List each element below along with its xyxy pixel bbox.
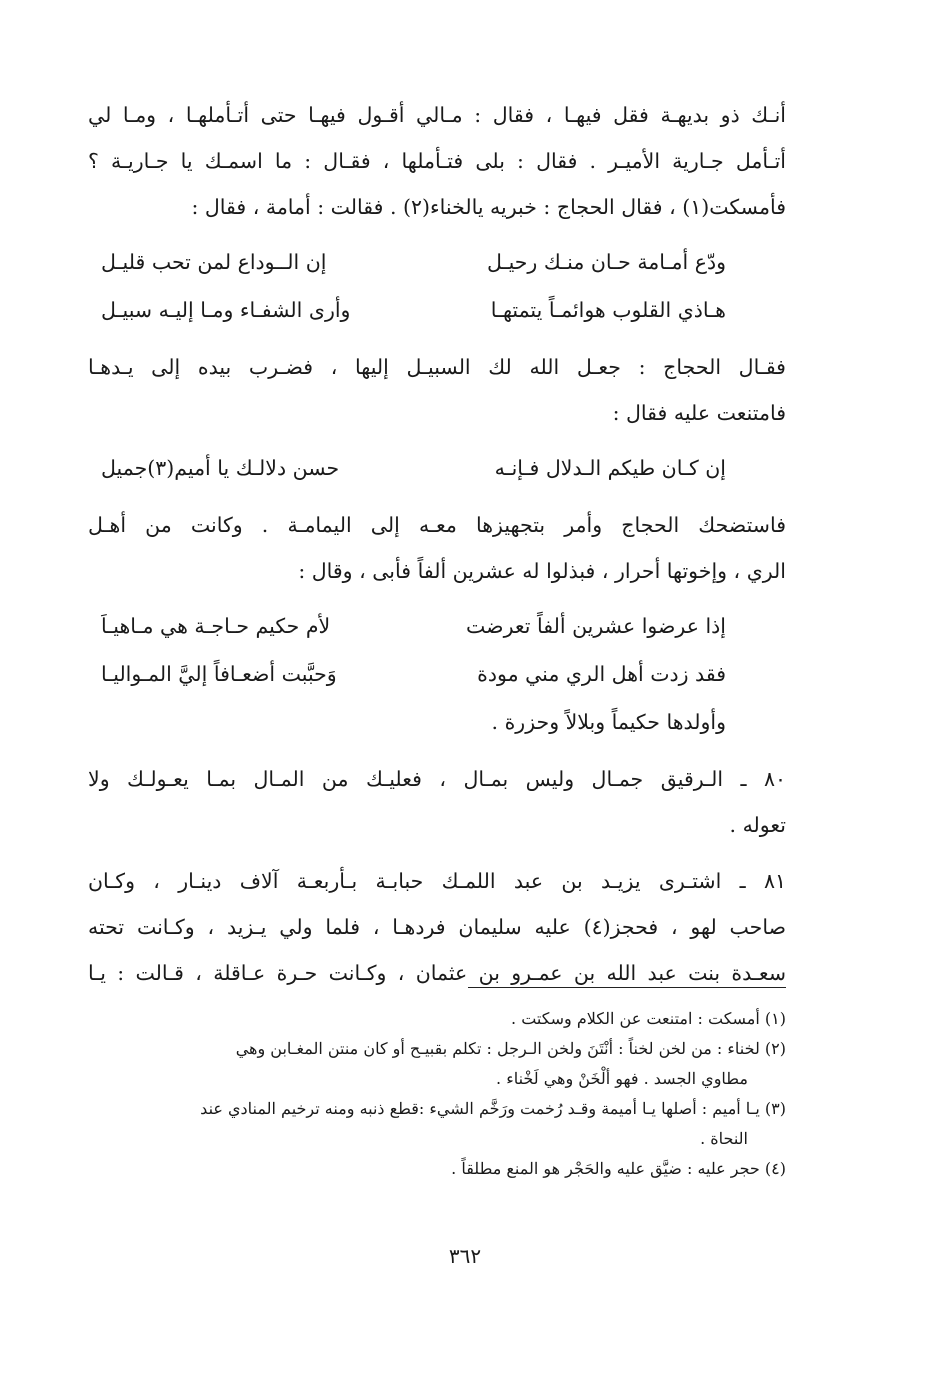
footnote-line: مطاوي الجسد . فهو ألْخَنْ وهي لَخْناء .: [496, 1069, 748, 1088]
footnote-4: [88, 1154, 786, 1184]
footnote-2: [88, 1034, 786, 1094]
text-line: فامتنعت عليه فقال :: [612, 401, 786, 425]
verse-2: [88, 444, 786, 492]
paragraph-2: [88, 344, 786, 436]
verse-line: [88, 286, 786, 334]
verse-1: [88, 238, 786, 334]
paragraph-80: [88, 756, 786, 848]
footnote-line: (٤) حجر عليه : ضيَّق عليه والحَجْر هو المنع مطلقاً .: [451, 1159, 786, 1178]
hemistich-right: فقد زدت أهل الري مني مودة: [477, 662, 726, 686]
verse-3: [88, 602, 786, 746]
footnote-1: [88, 1004, 786, 1034]
hemistich-right: إن كـان طيكم الـدلال فـإنـه: [494, 456, 726, 480]
text-line: أتـأمل جـارية الأميـر . فقال : بلى فتـأملها ، فقـال : ما اسمـك يا جـاريـة ؟: [88, 149, 786, 173]
footnote-divider: [468, 987, 786, 988]
footnote-3: [88, 1094, 786, 1154]
paragraph-81: [88, 858, 786, 996]
text-line: الري ، وإخوتها أحرار ، فبذلوا له عشرين ألفاً فأبى ، وقال :: [298, 559, 786, 583]
text-line: ٨١ ـ اشتـرى يزيـد بن عبد اللمـك حبابـة بـأربعـة آلاف دينـار ، وكـان: [88, 869, 786, 893]
page-number: ٣٦٢: [448, 1244, 482, 1268]
text-line: ٨٠ ـ الـرقيق جمـال وليس بمـال ، فعليـك من المـال بمـا يعـولـك ولا: [88, 767, 786, 791]
text-line: أنـك ذو بديهـة فقل فيهـا ، فقال : مـالي أقـول فيهـا حتى أتـأملهـا ، ومـا لي: [88, 103, 786, 127]
text-line: فأمسكت(١) ، فقال الحجاج : خبريه يالخناء(٢) . فقالت : أمامة ، فقال :: [191, 195, 786, 219]
verse-line: [88, 650, 786, 698]
verse-line: [88, 444, 786, 492]
text-line: فاستضحك الحجاج وأمر بتجهيزها معـه إلى اليمامـة . وكانت من أهـل: [88, 513, 786, 537]
page-body: [88, 92, 786, 996]
footnote-line: النحاة .: [700, 1129, 748, 1148]
verse-line: [88, 238, 786, 286]
text-line: سعـدة بنت عبد الله بن عمـرو بن عثمان ، وكـانت حـرة عـاقلة ، قـالت : يـا: [88, 961, 786, 985]
text-line: تعوله .: [729, 813, 786, 837]
hemistich-left: حسن دلالـك يا أميم(٣)جميل: [101, 456, 340, 480]
hemistich-left: لأم حكيم حـاجـة هي مـاهيـاَ: [101, 614, 331, 638]
text-line: صاحب لهو ، فحجز(٤) عليه سليمان فردهـا ، فلما ولي يـزيد ، وكـانت تحته: [88, 915, 786, 939]
text-line: فقـال الحجاج : جعـل الله لك السبيـل إليها ، فضـرب بيده إلى يـدهـا: [88, 355, 786, 379]
hemistich-right: إذا عرضوا عشرين ألفاً تعرضت: [466, 614, 726, 638]
footnote-line: (٢) لخناء : من لخن لخناً : أنْتَنَ ولخن الـرجل : تكلم بقبيـح أو كان منتن المغـابن وهي: [235, 1039, 786, 1058]
paragraph-3: [88, 502, 786, 594]
hemistich-left: إن الــوداع لمن تحب قليـل: [101, 250, 327, 274]
hemistich-right: هـاذي القلوب هوائمـاً يتمتهـا: [490, 298, 726, 322]
paragraph-1: [88, 92, 786, 230]
verse-tail: وأولدها حكيماً وبلالاً وحزرة .: [491, 710, 726, 734]
footnote-line: (١) أمسكت : امتنعت عن الكلام وسكتت .: [511, 1009, 786, 1028]
footnote-line: (٣) يـا أميم : أصلها يـا أميمة وقـد رُخمت ورَخَّم الشيء :قطع ذنبه ومنه ترخيم المنادي عند: [200, 1099, 786, 1118]
hemistich-right: ودّع أمـامة حـان منـك رحيـل: [487, 250, 726, 274]
hemistich-left: وَحبَّبت أضعـافاً إليَّ المـواليـا: [101, 662, 337, 686]
verse-line: [88, 602, 786, 650]
hemistich-left: وأرى الشفـاء ومـا إليـه سبيـل: [101, 298, 351, 322]
footnotes: [88, 1004, 786, 1184]
